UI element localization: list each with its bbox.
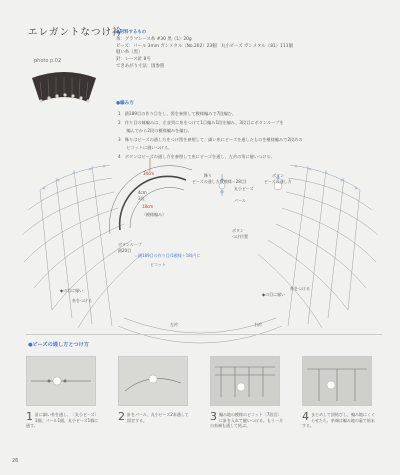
button-position-label: ボタン <box>232 228 244 233</box>
materials-line: ビーズ：パール 3mm ガンメタル（No.202）23個 丸小ビーズ ガンメタル（81）111個 <box>116 43 293 49</box>
button-sub-label: ビーズの通し方 <box>264 179 292 184</box>
step-caption-4 <box>302 412 376 429</box>
step-text: 編み地の模様のピコット〔7段目〕に針を入れて縫いつける。もう一方の糸端も通して結ぶ。 <box>210 412 283 429</box>
step-photo-3 <box>210 356 280 406</box>
left-collar-label: 左衿 <box>170 322 178 327</box>
step-line: ピコットに縫いつける。 <box>118 145 173 150</box>
dimension-label: 18cm <box>142 204 154 209</box>
step-text: 針に細い糸を通し、〔丸小ビーズ〕1個、パール1個、丸小ビーズ1個に通す。 <box>26 412 99 429</box>
materials-line: できあがり寸法：図参照 <box>116 63 165 69</box>
collar-photo <box>28 68 100 116</box>
step-caption-3 <box>210 412 284 429</box>
dimension-label: 4cm <box>138 190 147 195</box>
step-number: 1 <box>26 410 33 423</box>
step-caption-2 <box>118 412 192 423</box>
top-dimension-label: 34cm <box>143 171 155 176</box>
count-note: ＝鎖189目の作り目(1模様＋18)円に <box>134 253 201 258</box>
page-number: 26 <box>12 458 19 464</box>
step-text: 針をパール、丸小ビーズ2本通して固定する。 <box>127 412 189 423</box>
step-line: 3 飾りはビーズの通し方をつけ図を参照して、細い糸にビーズを通したものを模様編みで2段めの <box>118 136 303 142</box>
materials-line: 糸：グラマレース糸 #30 黒（1）20g <box>116 36 192 42</box>
step-line: 4 ボタンはビーズの通し方を参照して糸にビーズを通し、左衿の角に縫いつける。 <box>118 153 275 159</box>
step-line: 編んでから2段の模様編みを編む。 <box>118 128 192 133</box>
section-divider <box>26 334 382 335</box>
step-line: 1 鎖189目の作り目をし、図を参照して模様編みで7段編む。 <box>118 111 237 116</box>
step-number: 3 <box>210 410 217 423</box>
photo-reference: photo p.02 <box>34 58 62 64</box>
kazari-label: 飾り <box>204 173 212 178</box>
right-collar-label: 右衿 <box>254 322 262 327</box>
button-position-label: つけ位置 <box>232 234 248 239</box>
step-number: 4 <box>302 410 309 423</box>
bead-pass-heading: ●ビーズの通し方とつけ方 <box>28 342 90 348</box>
button-label: ボタン <box>272 173 284 178</box>
attach-note: 糸をつける <box>290 286 310 291</box>
step-text: まとめして固結びし、編み地にくぐらせたら、糸端は編み地の裏で始末する。 <box>302 412 375 429</box>
button-loop-label: ボタンループ <box>118 242 142 247</box>
materials-heading: ●材料するもの <box>116 30 147 35</box>
maru-koneko-label: 丸小ビーズ <box>234 186 254 191</box>
picot-label: ピコット <box>150 262 166 267</box>
dimension-label: 3段 <box>138 196 145 201</box>
start-note: ◆の目に縁い <box>262 292 286 297</box>
materials-line: 針：レース針 8号 <box>116 57 151 63</box>
pearl-label: パール <box>234 198 246 203</box>
step-caption-1 <box>26 412 100 429</box>
pattern-note: （模様編み） <box>142 212 166 217</box>
step-line: 2 作り目の縁編みは、左並列に糸をつけて1目編み1段を編み、3段目にボタンループを <box>118 119 284 125</box>
step-photo-1 <box>26 356 96 406</box>
step-photo-4 <box>302 356 372 406</box>
page-title: エレガントなつけ衿 <box>28 27 123 38</box>
step-number: 2 <box>118 410 125 423</box>
loop-note: 鎖20目 <box>118 248 132 253</box>
materials-line: 縫い糸（黒） <box>116 50 143 56</box>
steps-heading: ●編み方 <box>116 101 134 106</box>
attach-note: 糸をつける <box>72 298 92 303</box>
materials-section <box>116 30 386 71</box>
step-photo-2 <box>118 356 188 406</box>
start-note: ◆の目に縁い <box>60 288 84 293</box>
kazari-sub-label: ビーズの通し方(7模様＝28目) <box>192 179 247 184</box>
